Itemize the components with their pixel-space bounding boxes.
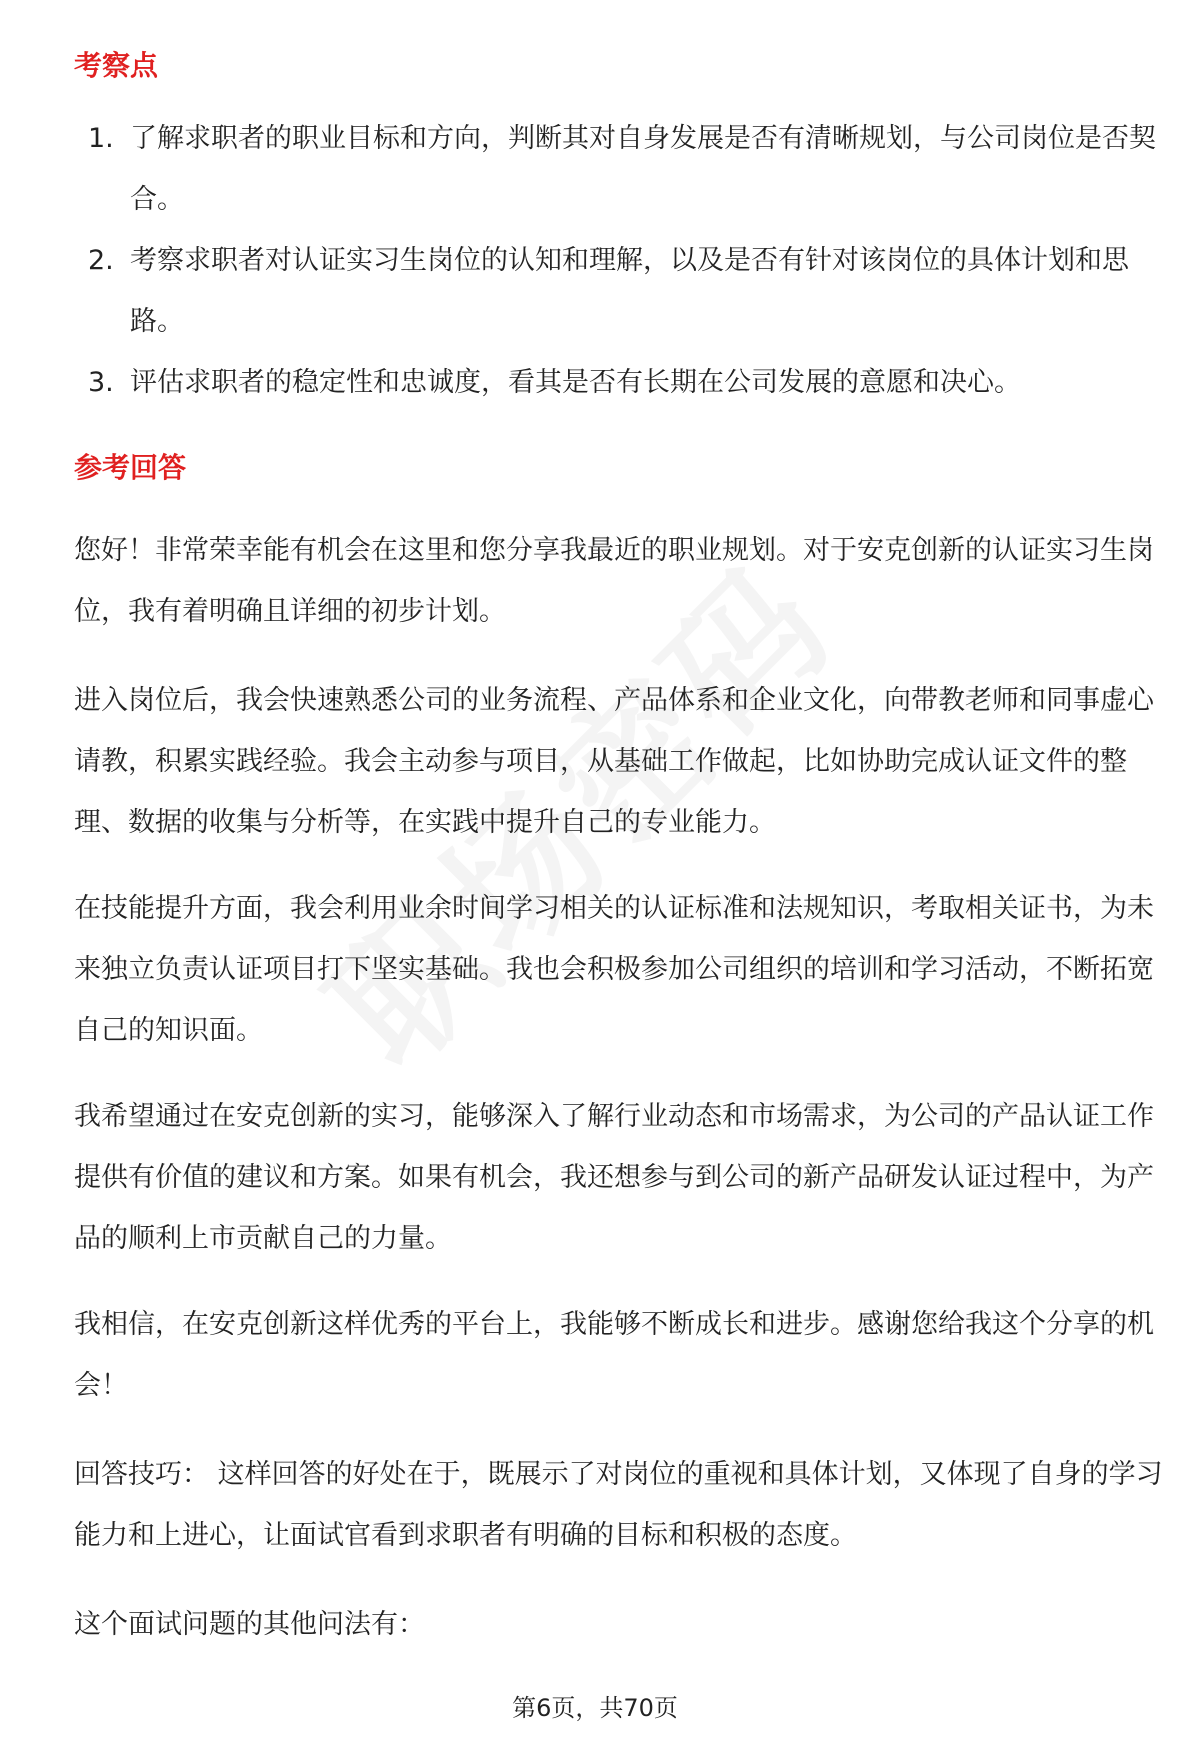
points-heading: 考察点 <box>74 49 159 82</box>
answer-tip: 回答技巧： 这样回答的好处在于，既展示了对岗位的重视和具体计划，又体现了自身的学习能力和上进心，让面试官看到求职者有明确的目标和积极的态度。 <box>74 1459 1163 1551</box>
list-item-text: 了解求职者的职业目标和方向，判断其对自身发展是否有清晰规划，与公司岗位是否契合。 <box>130 123 1156 215</box>
other-questions-intro: 这个面试问题的其他问法有： <box>74 1609 425 1640</box>
answer-paragraph: 在技能提升方面，我会利用业余时间学习相关的认证标准和法规知识，考取相关证书，为未来独立负责认证项目打下坚实基础。我也会积极参加公司组织的培训和学习活动，不断拓宽自己的知识面。 <box>74 893 1154 1046</box>
list-item <box>88 108 1168 230</box>
list-number: 2. <box>88 245 114 276</box>
answer-paragraph: 我相信，在安克创新这样优秀的平台上，我能够不断成长和进步。感谢您给我这个分享的机会！ <box>74 1309 1154 1401</box>
answer-heading: 参考回答 <box>74 451 187 484</box>
list-number: 3. <box>88 367 114 398</box>
answer-paragraph: 您好！非常荣幸能有机会在这里和您分享我最近的职业规划。对于安克创新的认证实习生岗位，我有着明确且详细的初步计划。 <box>74 535 1154 627</box>
list-item <box>88 352 1168 413</box>
points-list <box>88 108 1168 413</box>
answer-paragraph: 进入岗位后，我会快速熟悉公司的业务流程、产品体系和企业文化，向带教老师和同事虚心请教，积累实践经验。我会主动参与项目，从基础工作做起，比如协助完成认证文件的整理、数据的收集与分析等，在实践中提升自己的专业能力。 <box>74 685 1154 838</box>
answer-paragraph: 我希望通过在安克创新的实习，能够深入了解行业动态和市场需求，为公司的产品认证工作提供有价值的建议和方案。如果有机会，我还想参与到公司的新产品研发认证过程中，为产品的顺利上市贡献自己的力量。 <box>74 1101 1154 1254</box>
list-number: 1. <box>88 123 114 154</box>
list-item-text: 评估求职者的稳定性和忠诚度，看其是否有长期在公司发展的意愿和决心。 <box>130 367 1021 398</box>
list-item <box>88 230 1168 352</box>
page-number: 第6页，共70页 <box>512 1694 678 1722</box>
list-item-text: 考察求职者对认证实习生岗位的认知和理解，以及是否有针对该岗位的具体计划和思路。 <box>130 245 1129 337</box>
